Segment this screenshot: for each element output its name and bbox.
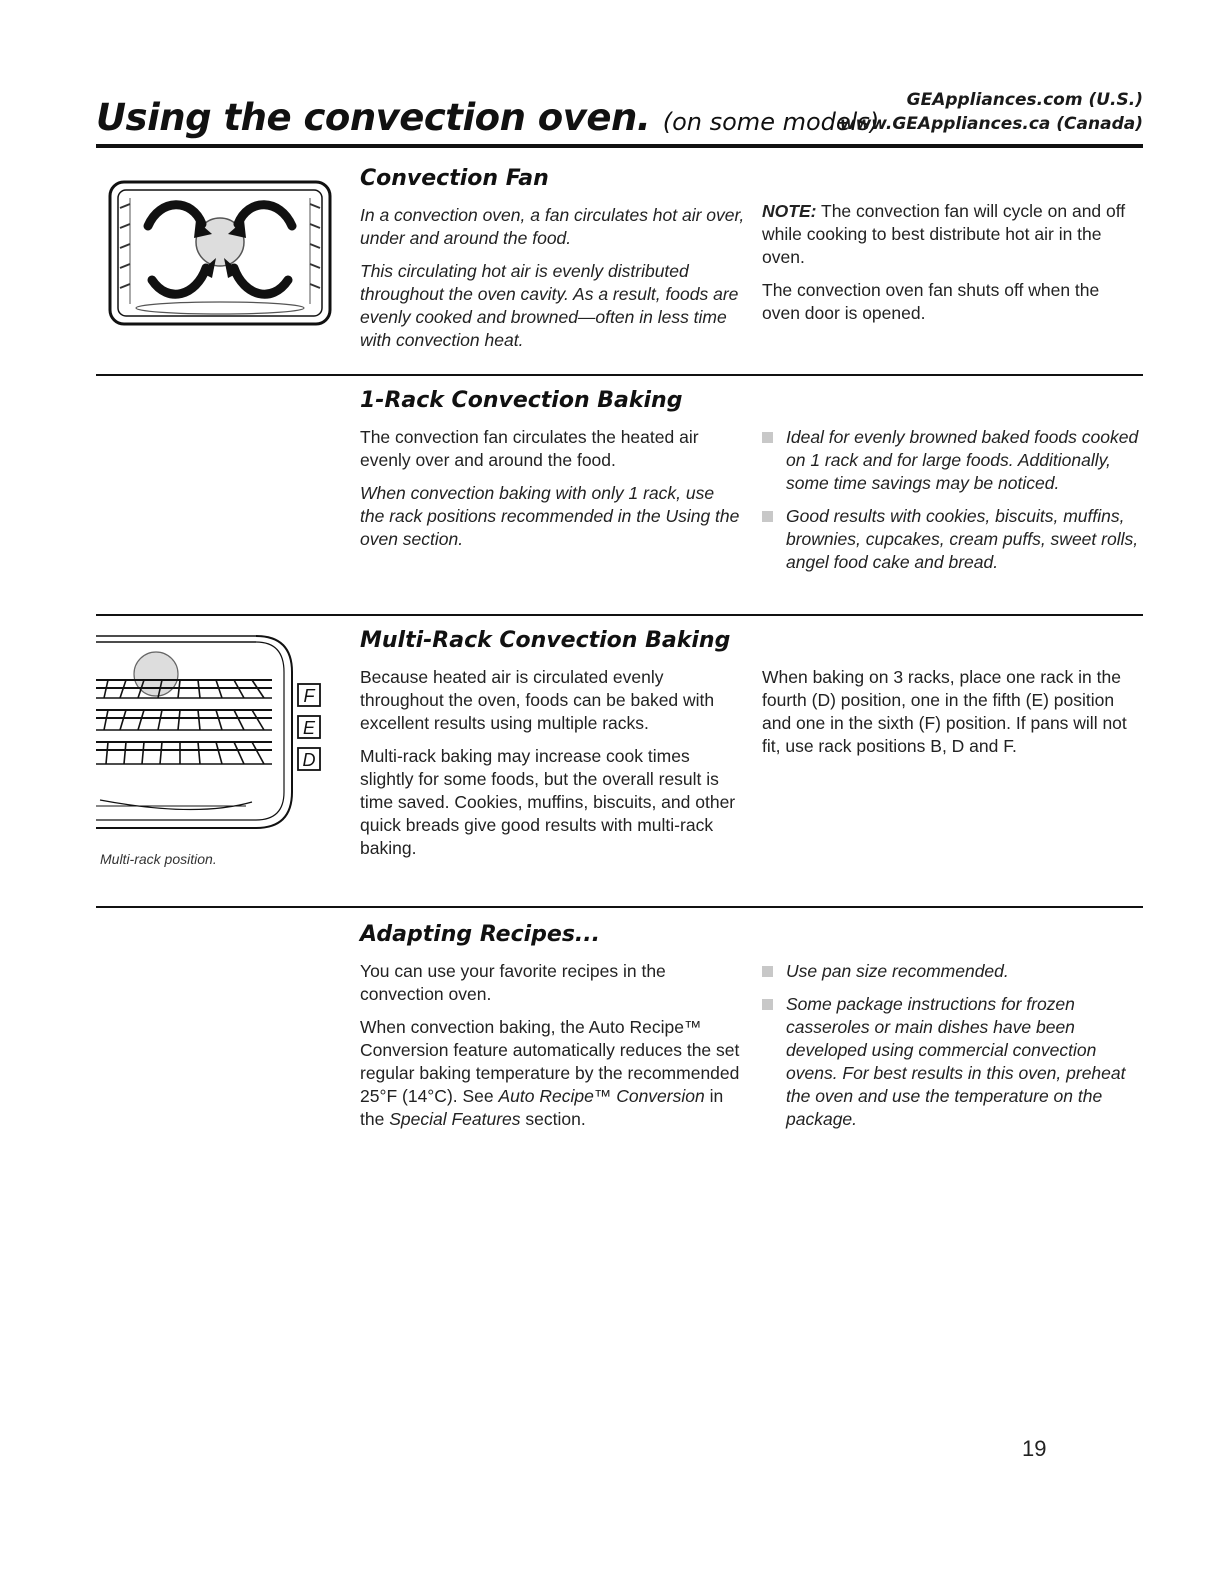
special-features-reference: Special Features: [389, 1109, 521, 1129]
site-link-canada[interactable]: www.GEAppliances.ca (Canada): [839, 114, 1143, 134]
site-links: [840, 88, 1143, 136]
convection-fan-paragraph-2: This circulating hot air is evenly distributed throughout the oven cavity. As a result, foods are evenly cooked and browned—often in less time with convection heat.: [360, 261, 739, 350]
list-item: Ideal for evenly browned baked foods cooked on 1 rack and for large foods. Additionally, some time savings may be noticed.: [762, 426, 1144, 495]
rack-label-e: E: [302, 718, 316, 738]
adapting-left-column: [360, 960, 740, 1141]
rack-label-d: D: [302, 750, 316, 770]
site-link-us[interactable]: GEAppliances.com (U.S.): [906, 90, 1143, 110]
convection-fan-note: [762, 200, 1142, 269]
list-item: Good results with cookies, biscuits, muffins, brownies, cupcakes, cream puffs, sweet rolls, angel food cake and bread.: [762, 505, 1144, 574]
multi-rack-caption: Multi-rack position.: [100, 851, 217, 867]
bullet-icon: [762, 999, 773, 1010]
note-text: The convection fan will cycle on and off while cooking to best distribute hot air in the oven.: [762, 201, 1126, 267]
bullet-icon: [762, 432, 773, 443]
adapting-paragraph-2: When convection baking, the Auto Recipe™ Conversion feature automatically reduces the set regular baking temperature by the recommended 25°F (14°C). See Auto Recipe™ Conversion in the Special Features section.: [360, 1017, 740, 1129]
section-title-one-rack: 1-Rack Convection Baking: [360, 388, 683, 413]
convection-fan-paragraph-1: In a convection oven, a fan circulates hot air over, under and around the food.: [360, 205, 745, 248]
convection-fan-left-column: [360, 204, 748, 362]
one-rack-right-column: [762, 426, 1144, 584]
bullet-icon: [762, 966, 773, 977]
adapting-paragraph-1: You can use your favorite recipes in the convection oven.: [360, 961, 666, 1004]
one-rack-paragraph-2: When convection baking with only 1 rack, use the rack positions recommended in the Using the oven section.: [360, 483, 740, 549]
divider-3: [96, 906, 1143, 908]
adapting-right-column: [762, 960, 1132, 1141]
section-title-multi-rack: Multi-Rack Convection Baking: [360, 628, 731, 653]
header-rule: [96, 144, 1143, 148]
page-number: 19: [1022, 1436, 1047, 1461]
section-title-adapting-recipes: Adapting Recipes...: [360, 922, 601, 947]
note-label: NOTE:: [762, 201, 817, 221]
adapting-bullets: [762, 960, 1132, 1131]
multi-rack-illustration: [96, 632, 336, 832]
convection-fan-door-text: The convection oven fan shuts off when the oven door is opened.: [762, 280, 1100, 323]
page-title-main: Using the convection oven.: [96, 96, 651, 139]
bullet-icon: [762, 511, 773, 522]
list-item: Use pan size recommended.: [762, 960, 1132, 983]
divider-1: [96, 374, 1143, 376]
one-rack-left-column: [360, 426, 740, 561]
multi-rack-left-column: [360, 666, 740, 870]
convection-fan-illustration: [104, 168, 336, 328]
list-item: Some package instructions for frozen casseroles or main dishes have been developed using commercial convection ovens. For best results in this oven, preheat the oven and use the temperature on the package.: [762, 993, 1132, 1131]
page-title: [96, 96, 879, 139]
multi-rack-right-column: [762, 666, 1138, 768]
divider-2: [96, 614, 1143, 616]
convection-fan-right-column: [762, 200, 1142, 335]
multi-rack-paragraph-1: Because heated air is circulated evenly throughout the oven, foods can be baked with excellent results using multiple racks.: [360, 667, 715, 733]
rack-label-f: F: [303, 686, 315, 706]
auto-recipe-reference: Auto Recipe™ Conversion: [498, 1086, 705, 1106]
one-rack-bullets: [762, 426, 1144, 574]
page-title-subtitle: (on some models): [662, 108, 880, 136]
one-rack-paragraph-1: The convection fan circulates the heated air evenly over and around the food.: [360, 427, 699, 470]
multi-rack-paragraph-3: When baking on 3 racks, place one rack in the fourth (D) position, one in the fifth (E) position and one in the sixth (F) position. If pans will not fit, use rack positions B, D and F.: [762, 667, 1127, 756]
section-title-convection-fan: Convection Fan: [360, 166, 549, 191]
multi-rack-paragraph-2: Multi-rack baking may increase cook times slightly for some foods, but the overall result is time saved. Cookies, muffins, biscuits, and other quick breads give good results with multi-rack baking.: [360, 746, 736, 858]
